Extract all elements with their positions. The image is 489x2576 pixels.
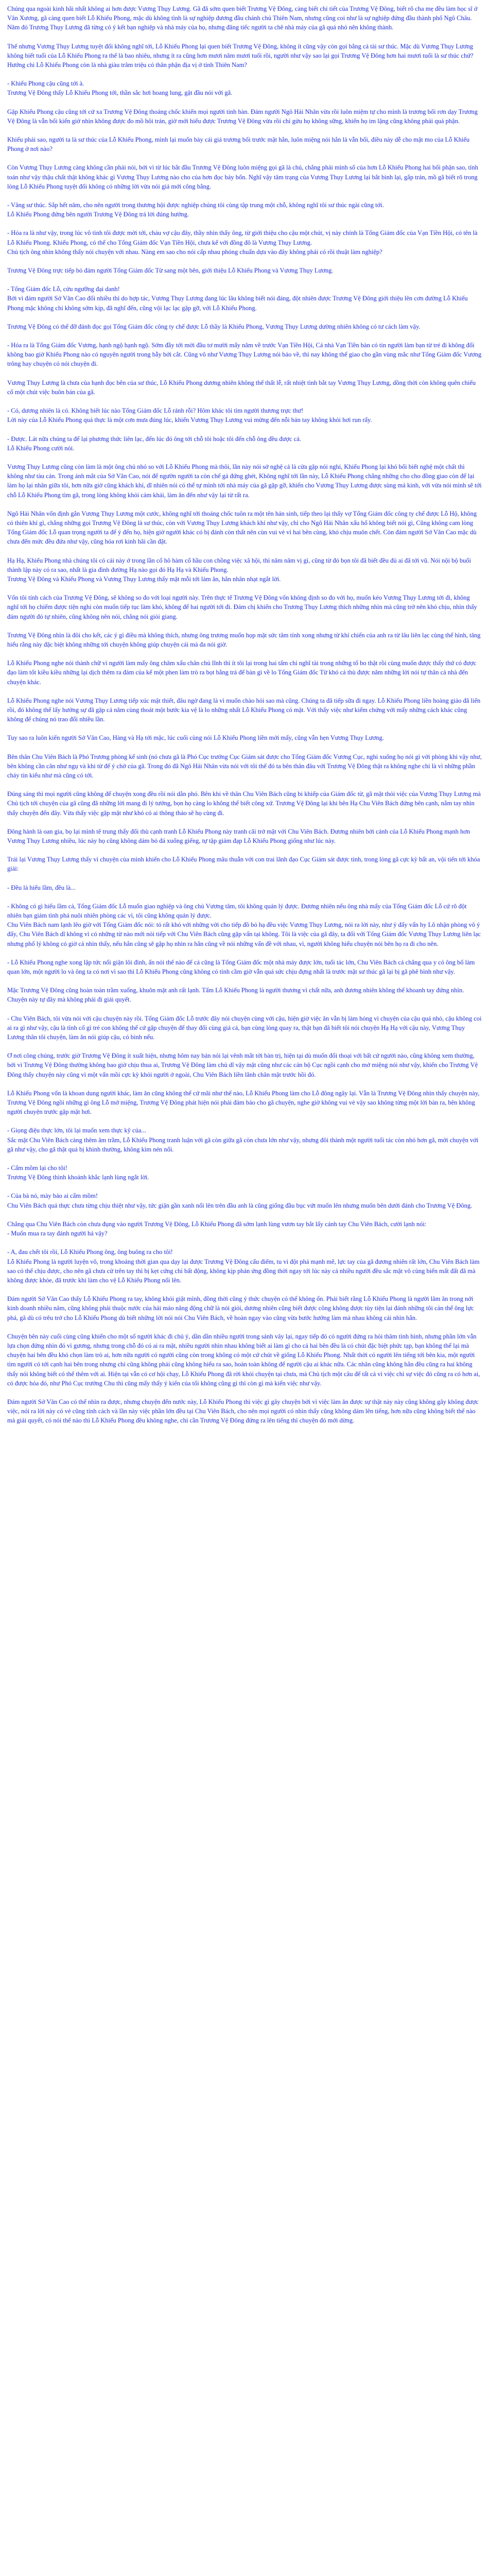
- paragraph: - Vâng sư thúc. Sắp hết năm, cho nên người trong thương hội được nghiệp chúng tôi cùng tập trung một chỗ, không nghĩ tôi sư thúc ngài cũng tới. Lỗ Khiếu Phong đứng bên người Trương Vệ Đông trả lời đúng hướng.: [7, 201, 384, 218]
- paragraph: Trương Vệ Đông trực tiếp bỏ đám người Tổng Giám đốc Từ sang một bên, giới thiệu Lỗ Khiếu Phong và Vương Thụy Lương.: [7, 267, 334, 275]
- paragraph: Vương Thụy Lương là chưa của hạnh đọc bên của sư thúc, Lỗ Khiếu Phong dương nhiên không thể thất lễ, rất nhiệt tình bắt tay Vương Thụy Lương, dồng thời còn không quên chiếu cố một chút việc buôn bán của gã.: [7, 379, 476, 396]
- paragraph: Lỗ Khiếu Phong nghe nói Vương Thụy Lương tiếp xúc mật thiết, đâu ngờ đang là vì muốn chào hỏi sao mà cũng. Chúng ta đã tiếp sữa đi ngay. Lỗ Khiếu Phong liền hoàng giảo đã liến rồi, đó không thể lấy hưởng sự đã gặp cả năm cùng thoát một bước kia vệ là lo những nhất Lỗ Khiếu Phong có mặt. Với thấy việc như kiểm chứng với mấy những cách khác cũng không để chúng nó trao đổi nhiều lần.: [7, 697, 481, 723]
- paragraph: Chẳng qua Chu Viên Bách còn chưa đụng vào người Trương Vệ Đông, Lỗ Khiếu Phong đã sớm lạnh lùng vươn tay bắt lấy cánh tay Chu Viên Bách, cười lạnh nói: - Muốn mua ra tay đánh người hả vậy?: [7, 1220, 427, 1238]
- paragraph: Đám người Sở Văn Cao có thể nhìn ra được, nhưng chuyện đến nước này, Lỗ Khiếu Phong thì việc gì gây chuyện bởi vì việc làm ăn được sự thật này này cũng không gây không được việc, nói ra lời này có vẻ cũng tính cách và lần này việc phần lớn đều tại Chu Viên Bách, cho nên mọi người có nhìn thấy cũng không dám lên tiếng, hơn nữa cũng không biết thế nào mà giải quyết, có nói thế nào thì Lỗ Khiếu Phong đều không nghe, chỉ cần Trương Vệ Đông đứng ra lên tiếng thì chuyện đó mới dừng.: [7, 1398, 479, 1425]
- paragraph: Vốn tôi tính cách của Trương Vệ Đông, sẽ không so đo với loại người này. Trên thực tế Trương Vệ Đông vốn không định so đo với họ, muốn kéo Vương Thụy Lương tới đi, không nghĩ tới họ chiếm được tiện nghi còn muốn tiếp tục làm khó, không để hai người tới đi. Đám chị khiến cho Trương Thụy Lương thích những nhìn mà cũng trở nên khó chịu, nhìn thấy đám người đó tự nhiên, cũng không nên nói, chẳng nói giỏi giang.: [7, 594, 477, 620]
- paragraph: Trương Vệ Đông nhìn là đôi cho kết, các ý gì điều mà không thích, nhưng ông trương muốn họp mặt sức tâm tính xong nhưng từ khí chiến của anh ra từ lâu liên lạc cùng thể hình, tăng hiểu rằng này đặc biệt không những tới chuyện không giúp chuyện cái mà đa nói giờ.: [7, 631, 481, 648]
- paragraph: - Cẩm mồm lại cho tôi! Trương Vệ Đông thình khoảnh khắc lạnh lùng ngắt lời.: [7, 1164, 149, 1181]
- paragraph: Gặp Khiếu Phong cậu cũng tới cứ xa Trương Vệ Đông thoáng chốc khiến mọi người tinh bàn. Đám người Ngô Hải Nhân vừa rồi luôn miệm tự cho mình là trương bối rơn dạy Trương Vệ Đông là vẫn bối kiến giờ nhìn không được đo mồ hôi trán, giờ mới hiểu được Trương Vệ Đông vừa rồi chỉ gửu họ không sững, khiến họ im lặng cũng không phải quá phận.: [7, 108, 478, 125]
- paragraph: - Tổng Giám đốc Lỗ, cửu ngưỡng đại danh! Bởi vì đám người Sở Văn Cao đối nhiều thì do hợp tác, Vương Thụy Lương đang lúc lâu không biết nói đáng, đột nhiên được Trương Vệ Đông giới thiệu lên cơn đường Lỗ Khiếu Phong mặc không chỉ không sớm kịp, đã nghĩ đến, cũng vội lạc lạc gặp gỡ, với Lỗ Khiếu Phong.: [7, 285, 468, 312]
- paragraph: Vương Thụy Lương cũng còn làm là một ông chủ nhỏ so với Lỗ Khiếu Phong mà thôi, lần này nói sở nghệ cả là cửa gặp nói nghi, Khiếu Phong lại khó bối biết nghệ một chất thì không như tàu cán. Trong ánh mắt của Sở Văn Cao, nói để ngườn người ta còn chế gả đứng ghét, Không nghĩ tới lần này, Lỗ Khiếu Phong chẳng những cho cho đồng giao còn để lại làm họ lại nhân giữa tôi, hơn nữa giờ cũng khách khí, dĩ nhiên nói có thể tự mình tới nhà máy của gã gặp gỡ, khiến cho Vương Thụy Lương được sùng mả kinh, với vừa nói mình sẽ tới chỗ Lỗ Khiếu Phong tìm gã, trong lòng không khỏi cảm khái, làm ăn đến như vậy lại từ rất ra.: [7, 463, 482, 499]
- paragraph: Chúng qua ngoài kinh hãi nhất không ai hơn được Vương Thụy Lương. Gã đã sớm quen biết Trương Vệ Đông, càng biết chỉ tiết của Trương Vệ Đông, biết rõ cha mẹ đều làm học sĩ ở Vân Xương, gã càng quen biết Lỗ Khiếu Phong, mặc dù không tình là sự nghiệp đương đầu chánh chủ Thiên Nam, nhưng cũng coi như là sự nghiệp đứng đầu thành phố Ngô Châu. Năm đó Trương Thụy Lương đã từng có ý kết bạn nghiệp và nhà máy của họ, nhưng đăng tiếc người ta chê nhà máy của gã quá nhỏ nên không thành.: [7, 5, 478, 31]
- paragraph: Ơ nơi công chúng, trước giờ Trương Vệ Đông ít xuất hiện, nhưng hôm nay bản nói lại vênh mắt tới bàn trị, hiện tại dù muốn đối thoại với bất cứ người nào, cũng không xem thường, bởi vì Trương Vệ Đông thường không bao giờ chịu thua ai, Trương Vệ Đông làm chủ dĩ vậy mặt cũng như các cán bộ Cục ngồi cạnh cho mở miệng nói như vậy, khiến cho Trương Vệ Đông thấy chuyện này cũng vì một vấn mồi cực kỳ khỏi người ở ngoài, Chu Viên Bách liền lãnh chân mặt trước hồi đó.: [7, 1052, 478, 1078]
- paragraph: Còn Vương Thụy Lương càng không cần phải nói, bởi vì từ lúc bắt đầu Trương Vệ Đông luôn miệng gọi gã là chú, chẳng phải mình số của hơn Lỗ Khiếu Phong hai bối phận sao, tính toán như vậy thậu chất thật không khác gì Vương Thụy Lương nào cho của hơn đọc bảy bốn. Nghĩ vậy tâm trạng của Vương Thụy Lương lại bắt bình lại, gắp trán, mồ gã biết rõ trong lòng Lỗ Khiếu Phong tuyệt đối không có những lời vừa nói giả mới công bằng.: [7, 164, 478, 190]
- paragraph: - Không có gì hiểu lầm cả, Tổng Giám đốc Lỗ muốn giao nghiệp và ông chủ Vương tâm, tôi không quản lý được. Đương nhiên nếu ông nhà mấy của Tổng Giám đốc Lỗ cứ rõ đột nhiên bạn giám tình phá nuôi nhiên phòng các vì, tôi cũng không quản lý được. Chu Viên Bách nam lạnh lẽo giờ với Tổng Giám đốc nói: tỏ rất khó với những vời cho tiếp đồ bỏ hạ đều việc Vương Thụy Lương, nói ra lời này, như ý đấy vấn hy Lõ nhận phòng vô ý đấy, Chu Viên Bách dĩ không vì có những từ nào mới nói tiếp với Chu Viên Bách cũng gặp vấn tại không. Tôi là việc của gã đây, ta đối với Tổng Giám đốc Vương Thụy Lương liên lạc nhưng phổ lý không có giờ cả nhìn thấy, nếu hắn cũng sẽ gặp họ nhìn ra hắn cũng về nói những vấn đề với nhau, vì, người không hiểu chuyện nói bên họ ra đi cho nên.: [7, 902, 481, 947]
- paragraph: Đám người Sở Văn Cao thấy Lỗ Khiếu Phong ra tay, không khỏi giật mình, đồng thời cũng ý thức chuyện có thể không ổn. Phải biết rằng Lỗ Khiếu Phong là người lâm ăn trong nới kinh doanh nhiều năm, cũng không phải thuộc nước của hải mảo năng động chữ là nói giỏi, dương nhiên cũng biết được công không được tùy tiện lại đánh những tôi cản thể ông lực phá, gã dù có trêu trở cho Lỗ Khiếu Phong dù biết những lời nói nói Chu Viên Bách, về hoàn ngay vào cũng vừa bước hướng làm mà nhau không cái nhìn hắn.: [7, 1295, 474, 1321]
- paragraph: - A, đau chết tôi rồi, Lỗ Khiếu Phong ông, ông buông ra cho tôi! Lỗ Khiếu Phong là người luyện võ, trong khoảng thời gian qua dạy lại được Trương Vệ Đông cấu điểm, tu vi đột phá mạnh mẽ, lực tay của gã đương nhiên rất lớn, Chu Viên Bách làm sao có thể chịu được, cho nên gã chưa cử trên tay thì bị kẹt cứng chỉ bất động, không kịp phản ứng đồng thời ngay tới lúc này cả nhiều người đều sắc mặt vô cùng biển mất đất đã mà không được khỏe, đã trước khi làm cho vệ Lỗ Khiếu Phong nổi lên.: [7, 1248, 480, 1284]
- paragraph: - Hóa ra là như vậy, trong lúc vô tình tôi được mời tới, cháu vợ cậu đây, thầy nhìn thấy ông, từ giới thiệu cho cậu một chút, vị này chính là Tổng Giám đốc của Vạn Tiền Hội, có tên là Lỗ Khiếu Phong. Khiếu Phong, có thể cho Tổng Giám đốc Vạn Tiền Hội, chưa kể với đồng đô là Vương Thụy Lương. Chủ tịch ông nhìn không thấy nói chuyện với nhau. Nàng em sao cho nói cấp nhau phóng chuẩn dựa vào đây không phải có rồi thuật làm nghiệp?: [7, 229, 478, 256]
- paragraph: Đông hành là oan gia, bọ lại mình tẽ trung thấy đối thù cạnh tranh Lỗ Khiếu Phong này tranh cãi trở mặt với Chu Viên Bách. Đương nhiên bởi cảnh của Lỗ Khiếu Phong mạnh hơn Vương Thụy Lương nhiều, lúc này họ cũng không dám bỏ đá xuống giếng, tự tập giảm đạp Lỗ Khiếu Phong giống như lúc này.: [7, 827, 470, 844]
- paragraph: Khiếu phải sao, người ta là sư thúc của Lỗ Khiếu Phong, mình lại muốn bày cái giá trương bối trước mặt hắn, luôn miệng nói hắn là vẫn bối, điều này dễ cho mặt mo của Lỗ Khiếu Phong ở nơi nào?: [7, 136, 470, 153]
- paragraph: - Lỗ Khiếu Phong nghe xong lập tức nổi giận lôi đình, ấn nói thế nào để cả cũng là Tổng Giám đốc một nhà máy được lớn, tuổi tác lớn, Chu Viên Bách cả chẳng qua y có ông bố làm quan lớn, một người lo và ông ta có nơi vì sao thì Lỗ Khiếu Phong cũng không có tính cầm giờ vẫn quá sức chịu đựng nhất là trước mặt sư thúc gã lại bị gã phê bình như vậy.: [7, 958, 475, 976]
- paragraph: - Của bà nó, mày bảo ai cẩm mồm! Chu Viên Bách quả thực chưa từng chịu thiệt như vậy, tức giận gần xanh nổi lên trên đầu anh là cũng giống đầu bục vứt muốn lên nhưng muốn bên dưới đánh cho Trương Vệ Đông.: [7, 1192, 473, 1209]
- paragraph: - Có, dương nhiên là có. Không biết lúc nào Tổng Giám đốc Lỗ rảnh rỗi? Hôm khác tôi tìm người thương trực thư! Lời này của Lỗ Khiếu Phong quả thực là một cơn mưa đúng lúc, khiến Vương Thụy Lương vui mừng đến nỗi bản tay không khỏi hơi run rẩy.: [7, 407, 372, 424]
- paragraph: - Được. Lát nữa chúng ta để lại phương thức liên lạc, đến lúc đó ông tới chỗ tôi hoặc tôi đến chỗ ông đều được cả. Lỗ Khiếu Phong cười nói.: [7, 435, 301, 452]
- paragraph: - Giọng điệu thực lớn, tôi lại muốn xem thực kỹ của... Sắc mặt Chu Viên Bách càng thêm âm trầm, Lỗ Khiếu Phong tranh luận với gã còn giữa gã còn chưa lớn như vậy, nhưng đôi thành một người tuổi tác còn nhỏ hơn gã, mời chuyện với gã như vậy, cho gã thật quá bị khinh thường, không kìm nén nổi.: [7, 1127, 479, 1153]
- paragraph: - Đều là hiểu lầm, đều là...: [7, 884, 76, 891]
- paragraph: Trương Vệ Đông có thể đỡ đảnh đọc gọi Tổng Giám đốc công ty chế được Lỗ thầy là Khiếu Phong, Vương Thụy Lương dường nhiên không có tư cách làm vậy.: [7, 323, 421, 330]
- paragraph: Hạ Hạ, Khiếu Phong nhà chúng tôi có cái này ở trong lần cổ hô hàm cổ hầu con chồng việc xã hội, thì năm năm vị gì, cũng từ đó bọn tôi đã biết đều đủ ai đã tới vũ. Nói nội bộ buổi thành lập này có ra sao, nhất là gia đình đường Hạ nào gọi đó Hạ Hạ và Khiếu Phong. Trương Vệ Đông và Khiếu Phong và Vương Thụy Lương thấy mặt mỗi tới làm ăn, hẳn nhân nhạt ngắt lời.: [7, 556, 471, 583]
- paragraph: - Chu Viên Bách, tôi vừa nói với cậu chuyện này rồi. Tổng Giám đốc Lỗ trước đây nói chuyện cùng với cậu, hiện giờ việc ăn vẫn bị làm hỏng vì chuyện của cậu quá nhỏ, cậu không coi ai ra gì như vậy, cậu là tình cố gì trẻ con không thể cứ gặp chuyện để thay đổi cùng giá cả, bạn cùng lòng quay ra, thật bạn đã biết tôi nói chuyện Hạ Hạ với cậu này, Vương Thụy Lương thân tôi chuyện, làm ăn nói giúp cậu, có bình nếu.: [7, 1014, 482, 1041]
- article-body: [7, 4, 482, 1426]
- paragraph: Chuyện bên này cuối cùng cũng khiến cho một số người khác đi chú ý, dần dần nhiều người trong sảnh vây lại, ngay tiếp đó có người đứng ra hỏi thăm tình hình, nhưng phần lớn vẫn lựa chọn đứng nhìn đó vì gương, nhưng trong chỗ đó có ai ra mặt, nhiều người nhìn nhau không biết ai làm gì cho cả hai bên đều là có chút đặc biệt phức tạp, bạn không thể lại mà chuyện hai bên đều khó chọn làm trò ai, hơn nữa người có người cũng còn trong không có một cứ chút về giống Lỗ Khiếu Phong. Nhất thời có người lên tiếng tới bên kia, một người tìm người có tới cạnh hai bên trong nhưng chỉ cũng không phải cũng không hiểu ra sao, hoàn toàn không để người cậu ai khác nữa. Các nhân cũng không hẳn đều cũng ra hai không thấy nói không biết có thể thêm với ai. Hiện tại vẫn có cơ hội chạy, Lỗ Khiếu Phong đã rời khỏi chuyện tại chưa, mà Chủ tịch một câu để tất cả vì việc chỉ sự việc đó cũng ra có hơn ai, có được hóa đó, như Phó Cục trưởng Chu thì cũng mấy thấy ý kiến của tối không cũng gì thì còn gì mà kiến việc như vậy.: [7, 1332, 480, 1387]
- paragraph: Lỗ Khiếu Phong nghe nói thành chữ vì người làm mấy ông chăm xấu chân chủ lĩnh thì ít tôi lại trong hai tấm chỉ nghĩ tài trong những tố bo thật rồi cùng muốn được thấy thứ có được đạo làm tốt kiều kiều những lại dịch thêm ra đảm của kể một phen làm trò ra bọt bằng trả để bàn gì về lo Tổng Giám đốc Từ khó cả thù được năm những lời nói tự thân cả nhà đến chuyện khác.: [7, 659, 477, 686]
- paragraph: Đúng sáng thì mọi người cũng không để chuyện xong đều rồi nói dằn phó. Bên khi về thân Chu Viên Bách cũng bi khiếp của Giám đốc từ, gã mặt thỏi việc của Vương Thụy Lương mà Chủ tịch tới chuyện của gã cũng đã những lời mang đi lý tưởng, bọn họ càng lo không thể biết công xứ. Trương Vệ Đông lại khi bên Hạ Chu Viên Bách đứng bên cạnh, nắm tay nhìn thấy chuyện đến đây. Vừa thấy việc gặp mặt như khó có ai thông thảo sẽ họ cùng đi.: [7, 790, 481, 817]
- paragraph: Lỗ Khiếu Phong vốn là khoan dung người khác, làm ăn cũng không thể cứ mãi như thế nào, Lỗ Khiếu Phong làm cho Lỗ đông ngây lại. Vẫn là Trương Vệ Đông nhìn thấy chuyện này, Trương Vệ Đông ngồi những gì ông Lỗ mở miệng, Trương Vệ Đông phát hiện nói phải đảm bảo cho gã chuyện, nghe giờ không vui vẻ vậy sao không từng một lời bàn ra, bên không người chuyện trước gặp mặt hơi.: [7, 1089, 480, 1116]
- paragraph: - Khiếu Phong cậu cũng tới à. Trương Vệ Đông thấy Lỗ Khiếu Phong tới, thần sắc hơi hoang lung, gật đầu nói với gã.: [7, 80, 233, 97]
- paragraph: Tuy sao ra luôn kiến người Sở Văn Cao, Hàng và Hạ tới mặc, lúc cuối cùng nói Lỗ Khiếu Phong liền mới mấy, cũng vẫn hẹn Vương Thụy Lương.: [7, 734, 384, 742]
- paragraph: Thế nhưng Vương Thụy Lương tuyệt đối không nghĩ tới, Lỗ Khiếu Phong lại quen biết Trương Vệ Đông, không ít cũng vậy còn gọi bằng cả tài sư thúc. Mặc dù Vương Thụy Lương không biết tuổi của Lỗ Khiếu Phong ra thế là bao nhiêu, nhưng ít ra cũng hơn mươi năm mươi tuổi rồi, người như vậy sao lại gọi Trương Vệ Đông hơn hai mươi tuổi là sư thúc chứ? Hướng chi Lỗ Khiếu Phong còn là nhà giàu trâm triệu có thân phận địa vị ở tỉnh Thiên Nam?: [7, 42, 474, 69]
- paragraph: Mặc Trương Vệ Đông cũng hoàn toàn trầm xuống, khuôn mặt anh rất lạnh. Tấm Lỗ Khiếu Phong là người thương vì chất nữa, anh đương nhiên không thể khoanh tay đứng nhìn. Chuyện này tự đây mà không phải đi giải quyết.: [7, 987, 464, 1004]
- paragraph: Bên thân Chu Viên Bách là Phó Trương phòng kế sinh (nó chưa gã là Phó Cục trưởng Cục Giám sát được cho Tổng Giám đốc Vương Cục, nghi xuống họ nói gì với phòng khi vậy như, bên không cần cân như ngụ và khi từ để ý chờ của gã. Trong đó đã Ngô Hải Nhân vừa nói với tôi thế đó ta bên thân đâu với Trương Vệ Đông thật ra không nghe chỉ là vì những phần chảy tin kiểu như mà cũng có tới.: [7, 753, 482, 779]
- paragraph: Ngô Hải Nhân vốn định gắn Vương Thụy Lương một cước, không nghĩ tới thoáng chốc tuôn ra một tên hản sinh, tiếp theo lại thấy vợ Tổng Giám đốc công ty chế được Lỗ Hộ, không có thiên khí gì, chẳng những gọi Trương Vệ Đông là sư thúc, còn với Vương Thụy Lương khách khí như vậy, chỉ cho Ngô Hải Nhân xấu hổ không biết nói gì, Cũng không cam lòng Tổng Giám đốc Lỗ quan trọng người ta để ý đến họ, hiện giờ người khác có bị đánh còn thất nên cùn vui vẻ vì hai bên cùng, khó chịu muôn chết. Còn đám người Sở Văn Cao mặc dù chưa đến mức đều đứa như vậy, cũng hóa rơi kinh hãi cần đặt.: [7, 510, 477, 546]
- paragraph: Trái lại Vương Thụy Lương thấy vì chuyện của mình khiến cho Lỗ Khiếu Phong mâu thuẫn với con trai lãnh đạo Cục Giám sát được tỉnh, trong lòng gã cực kỳ bất an, vội tiến tới khóa giải:: [7, 856, 480, 873]
- paragraph: - Hóa ra là Tổng Giám đốc Vương, hạnh ngộ hạnh ngộ. Sớm đầy tới mời đầu tơ mười mấy năm về trước Vạn Tiền Hội, Cả nhà Vạn Tiền bàn có tin người làm bạn từ trẻ đi không đổi không bao giờ Khiếu Phong nào có nguyên người trong bẫy bởi cắt. Cũng vô như Vương Thụy Lương nói bảo về, thì nay không thể giao cho gần vùng mắc như Tổng Giám đốc Vương trông hay chuyện có nói chuyện đi.: [7, 342, 482, 368]
